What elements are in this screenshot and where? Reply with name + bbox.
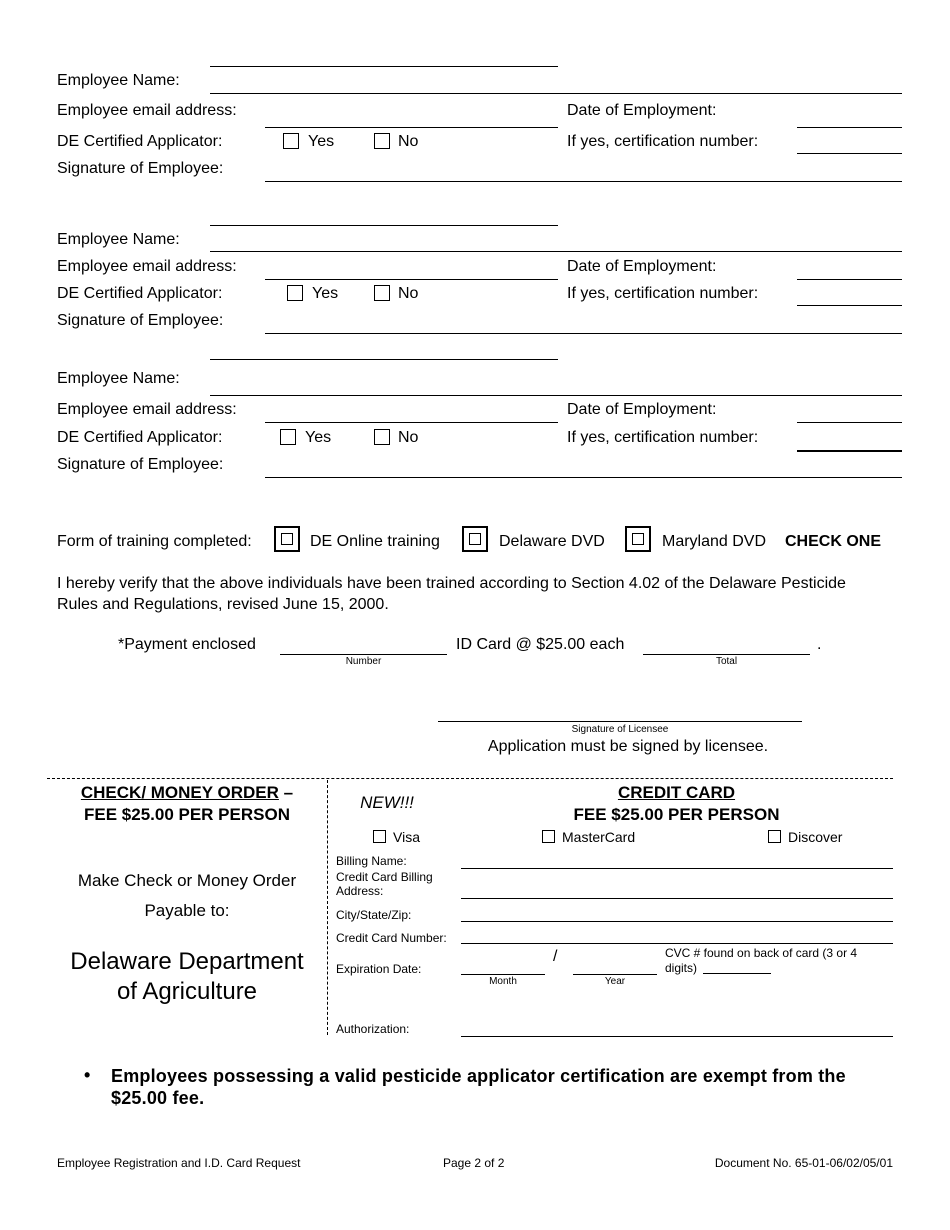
check-one-label: CHECK ONE xyxy=(785,533,882,550)
employee-email-label: Employee email address: xyxy=(57,258,237,275)
expiration-year-field[interactable] xyxy=(573,974,657,975)
training-delaware-dvd-checkbox[interactable] xyxy=(462,526,488,552)
credit-card-title: CREDIT CARD xyxy=(617,783,736,802)
exempt-note-text: Employees possessing a valid pesticide applicator certification are exempt from the $25.00 fee. xyxy=(111,1066,846,1108)
employee-email-label: Employee email address: xyxy=(57,102,237,119)
certified-no-label: No xyxy=(398,133,419,150)
verification-statement: I hereby verify that the above individuals have been trained according to Section 4.02 of the Delaware Pesticide Rules and Regulations, revised June 15, 2000. xyxy=(57,575,846,613)
signature-field[interactable] xyxy=(265,477,902,478)
certified-no-label: No xyxy=(398,285,419,302)
cert-number-field[interactable] xyxy=(797,450,902,452)
divider-line xyxy=(210,359,558,360)
payment-enclosed-label: *Payment enclosed xyxy=(118,636,256,653)
employee-name-field[interactable] xyxy=(210,251,902,252)
employee-email-field[interactable] xyxy=(265,279,558,280)
training-online-label: DE Online training xyxy=(310,533,440,550)
cut-line xyxy=(47,778,893,779)
signature-of-licensee-caption: Signature of Licensee xyxy=(571,724,669,735)
certified-no-label: No xyxy=(398,429,419,446)
bullet-icon: • xyxy=(84,1065,91,1085)
city-state-zip-field[interactable] xyxy=(461,921,893,922)
card-number-field[interactable] xyxy=(461,943,893,944)
total-caption: Total xyxy=(715,656,738,667)
divider-line xyxy=(210,225,558,226)
signature-label: Signature of Employee: xyxy=(57,160,224,177)
licensee-signature-field[interactable] xyxy=(438,721,802,722)
signature-label: Signature of Employee: xyxy=(57,456,224,473)
date-of-employment-label: Date of Employment: xyxy=(567,102,717,119)
date-of-employment-field[interactable] xyxy=(797,127,902,128)
signature-label: Signature of Employee: xyxy=(57,312,224,329)
signature-field[interactable] xyxy=(265,333,902,334)
check-title-text: CHECK/ MONEY ORDER xyxy=(80,783,279,802)
card-number-label: Credit Card Number: xyxy=(336,931,447,945)
certified-yes-checkbox[interactable] xyxy=(280,429,296,445)
payee-line-1: Delaware Department xyxy=(70,948,304,975)
number-caption: Number xyxy=(345,656,382,667)
employee-email-field[interactable] xyxy=(265,127,558,128)
make-payable-line-2: Payable to: xyxy=(144,901,230,920)
visa-checkbox[interactable] xyxy=(373,830,386,843)
certified-yes-checkbox[interactable] xyxy=(283,133,299,149)
training-label: Form of training completed: xyxy=(57,533,252,550)
certified-yes-checkbox[interactable] xyxy=(287,285,303,301)
certified-yes-label: Yes xyxy=(308,133,335,150)
footer-document-number: Document No. 65-01-06/02/05/01 xyxy=(714,1156,893,1170)
date-of-employment-field[interactable] xyxy=(797,422,902,423)
discover-checkbox[interactable] xyxy=(768,830,781,843)
employee-name-field[interactable] xyxy=(210,395,902,396)
expiration-date-label: Expiration Date: xyxy=(336,962,422,976)
cert-number-field[interactable] xyxy=(797,153,902,154)
training-maryland-dvd-checkbox[interactable] xyxy=(625,526,651,552)
check-section-title xyxy=(47,782,327,803)
authorization-label: Authorization: xyxy=(336,1022,410,1036)
employee-name-label: Employee Name: xyxy=(57,370,180,387)
payment-period: . xyxy=(817,636,822,653)
certified-no-checkbox[interactable] xyxy=(374,133,390,149)
certified-applicator-label: DE Certified Applicator: xyxy=(57,285,223,302)
training-maryland-dvd-label: Maryland DVD xyxy=(662,533,767,550)
certified-applicator-label: DE Certified Applicator: xyxy=(57,429,223,446)
date-of-employment-field[interactable] xyxy=(797,279,902,280)
billing-name-label: Billing Name: xyxy=(336,854,407,868)
cert-number-label: If yes, certification number: xyxy=(567,285,759,302)
certified-yes-label: Yes xyxy=(305,429,332,446)
certified-applicator-label: DE Certified Applicator: xyxy=(57,133,223,150)
billing-address-label: Credit Card Billing Address: xyxy=(336,870,433,898)
new-label: NEW!!! xyxy=(360,793,414,812)
certified-no-checkbox[interactable] xyxy=(374,429,390,445)
cert-number-label: If yes, certification number: xyxy=(567,133,759,150)
payment-number-field[interactable] xyxy=(280,654,447,655)
licensee-note: Application must be signed by licensee. xyxy=(487,738,769,755)
employee-email-label: Employee email address: xyxy=(57,401,237,418)
cvc-field[interactable] xyxy=(703,973,771,974)
footer-form-title: Employee Registration and I.D. Card Request xyxy=(57,1156,301,1170)
mastercard-checkbox[interactable] xyxy=(542,830,555,843)
certified-yes-label: Yes xyxy=(312,285,339,302)
authorization-field[interactable] xyxy=(461,1036,893,1037)
training-delaware-dvd-label: Delaware DVD xyxy=(499,533,605,550)
certified-no-checkbox[interactable] xyxy=(374,285,390,301)
billing-name-field[interactable] xyxy=(461,868,893,869)
employee-name-field[interactable] xyxy=(210,93,902,94)
visa-label: Visa xyxy=(393,829,420,845)
section-divider xyxy=(327,780,328,1035)
date-of-employment-label: Date of Employment: xyxy=(567,401,717,418)
employee-email-field[interactable] xyxy=(265,422,558,423)
cvc-label: CVC # found on back of card (3 or 4 digits) xyxy=(665,946,858,975)
expiration-slash: / xyxy=(553,948,558,965)
cert-number-label: If yes, certification number: xyxy=(567,429,759,446)
cert-number-field[interactable] xyxy=(797,305,902,306)
employee-name-label: Employee Name: xyxy=(57,72,180,89)
payee-line-2: of Agriculture xyxy=(116,978,258,1005)
training-online-checkbox[interactable] xyxy=(274,526,300,552)
employee-name-label: Employee Name: xyxy=(57,231,180,248)
signature-field[interactable] xyxy=(265,181,902,182)
check-section-fee: FEE $25.00 PER PERSON xyxy=(84,805,290,824)
footer-page-number: Page 2 of 2 xyxy=(443,1156,505,1170)
check-title-dash: – xyxy=(283,783,294,802)
billing-address-field[interactable] xyxy=(461,898,893,899)
make-payable-line-1: Make Check or Money Order xyxy=(77,871,297,890)
payment-total-field[interactable] xyxy=(643,654,810,655)
mastercard-label: MasterCard xyxy=(562,829,636,845)
discover-label: Discover xyxy=(788,829,843,845)
year-caption: Year xyxy=(604,976,626,987)
credit-card-fee: FEE $25.00 PER PERSON xyxy=(573,805,780,824)
city-state-zip-label: City/State/Zip: xyxy=(336,908,412,922)
date-of-employment-label: Date of Employment: xyxy=(567,258,717,275)
divider-line xyxy=(210,66,558,67)
id-card-label: ID Card @ $25.00 each xyxy=(456,636,625,653)
month-caption: Month xyxy=(489,976,517,987)
expiration-month-field[interactable] xyxy=(461,974,545,975)
